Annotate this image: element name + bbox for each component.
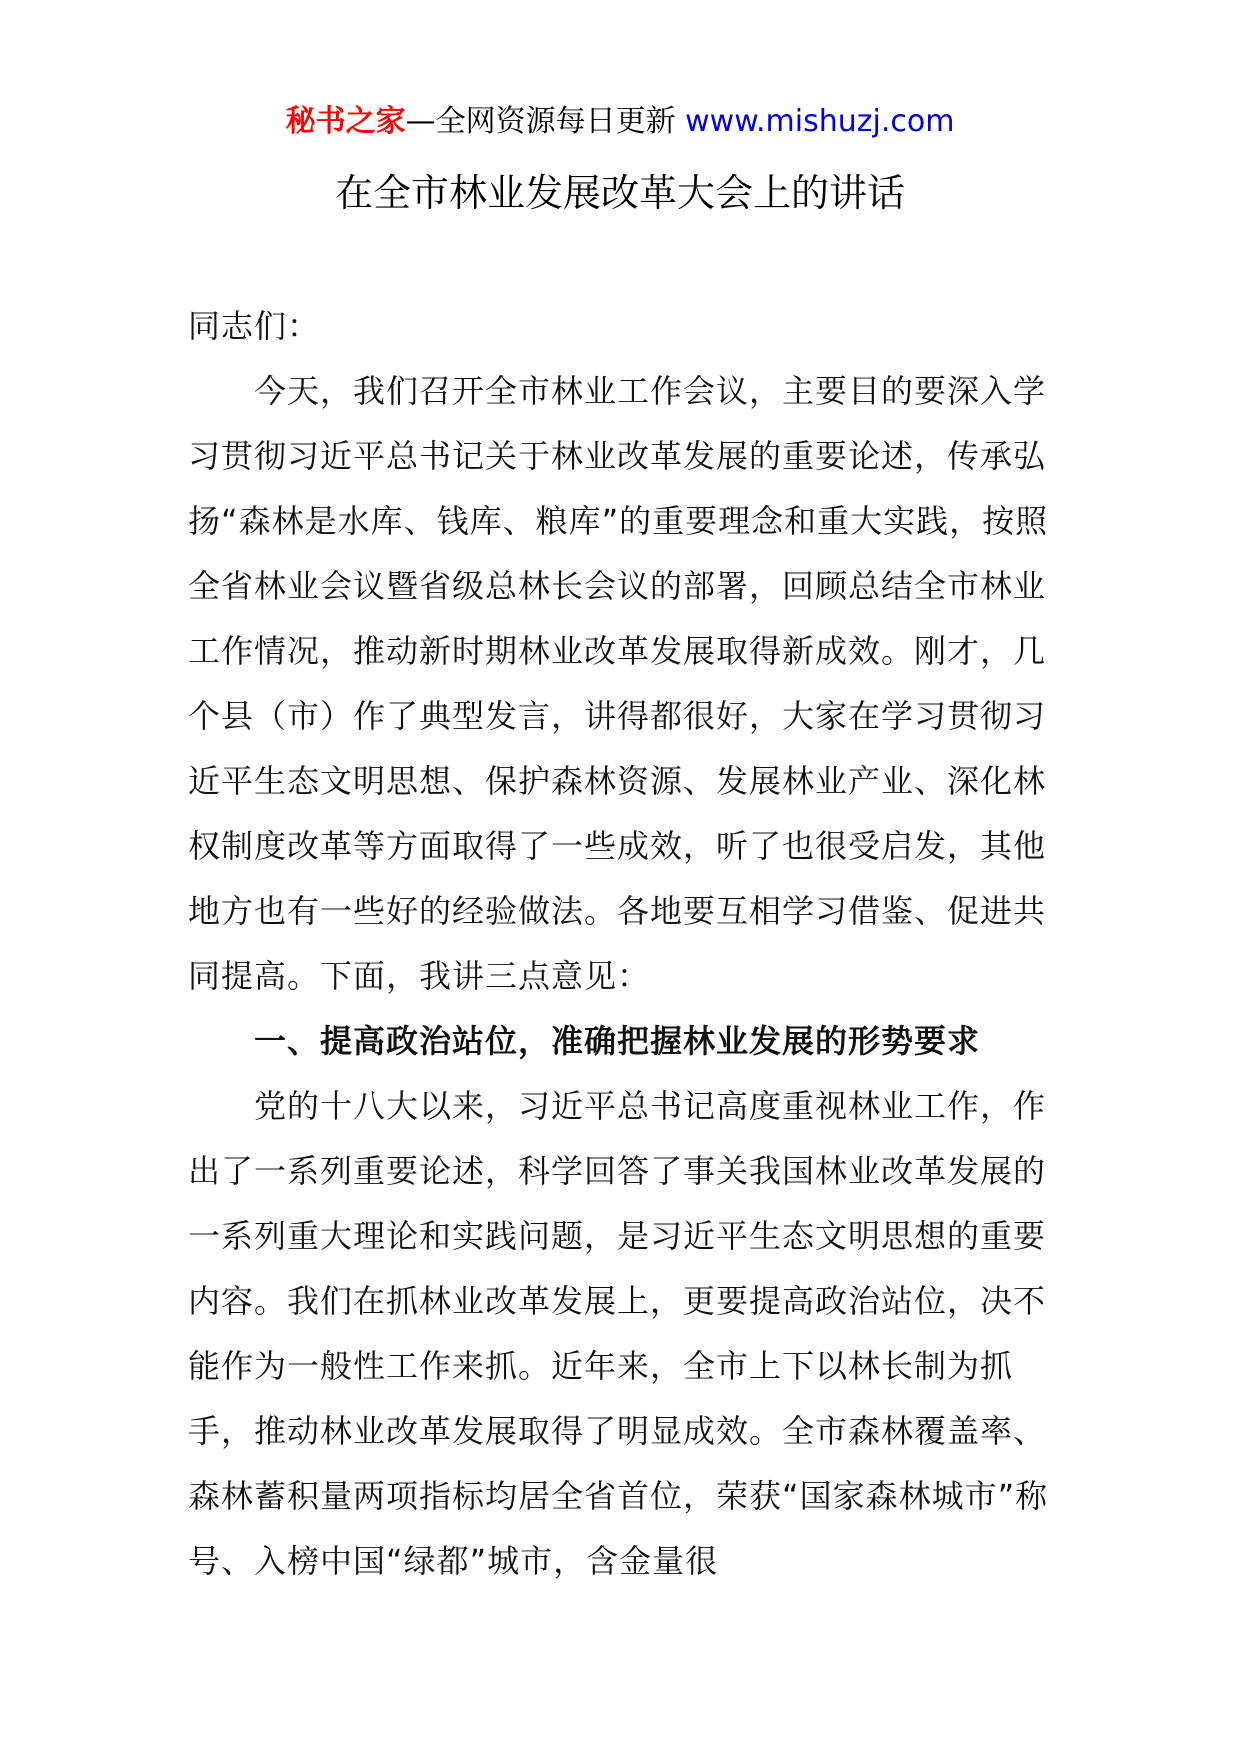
site-header <box>0 100 1240 144</box>
site-brand: 秘书之家 <box>285 104 406 139</box>
site-url-link[interactable]: www.mishuzj.com <box>685 104 955 139</box>
paragraph-section-1: 党的十八大以来，习近平总书记高度重视林业工作，作出了一系列重要论述，科学回答了事关我国林业改革发展的一系列重大理论和实践问题，是习近平生态文明思想的重要内容。我们在抓林业改革发展上，更要提高政治站位，决不能作为一般性工作来抓。近年来，全市上下以林长制为抓手，推动林业改革发展取得了明显成效。全市森林覆盖率、森林蓄积量两项指标均居全省首位，荣获“国家森林城市”称号、入榜中国“绿都”城市，含金量很 <box>188 1087 1049 1580</box>
document-title: 在全市林业发展改革大会上的讲话 <box>334 171 905 215</box>
paragraph-intro: 今天，我们召开全市林业工作会议，主要目的要深入学习贯彻习近平总书记关于林业改革发展的重要论述，传承弘扬“森林是水库、钱库、粮库”的重要理念和重大实践，按照全省林业会议暨省级总林长会议的部署，回顾总结全市林业工作情况，推动新时期林业改革发展取得新成效。刚才，几个县（市）作了典型发言，讲得都很好，大家在学习贯彻习近平生态文明思想、保护森林资源、发展林业产业、深化林权制度改革等方面取得了一些成效，听了也很受启发，其他地方也有一些好的经验做法。各地要互相学习借鉴、促进共同提高。下面，我讲三点意见： <box>188 372 1049 995</box>
section-heading-1: 一、提高政治站位，准确把握林业发展的形势要求 <box>254 1022 981 1060</box>
site-tagline: —全网资源每日更新 <box>405 104 676 139</box>
document-body <box>188 294 1064 1594</box>
salutation: 同志们： <box>188 307 321 345</box>
